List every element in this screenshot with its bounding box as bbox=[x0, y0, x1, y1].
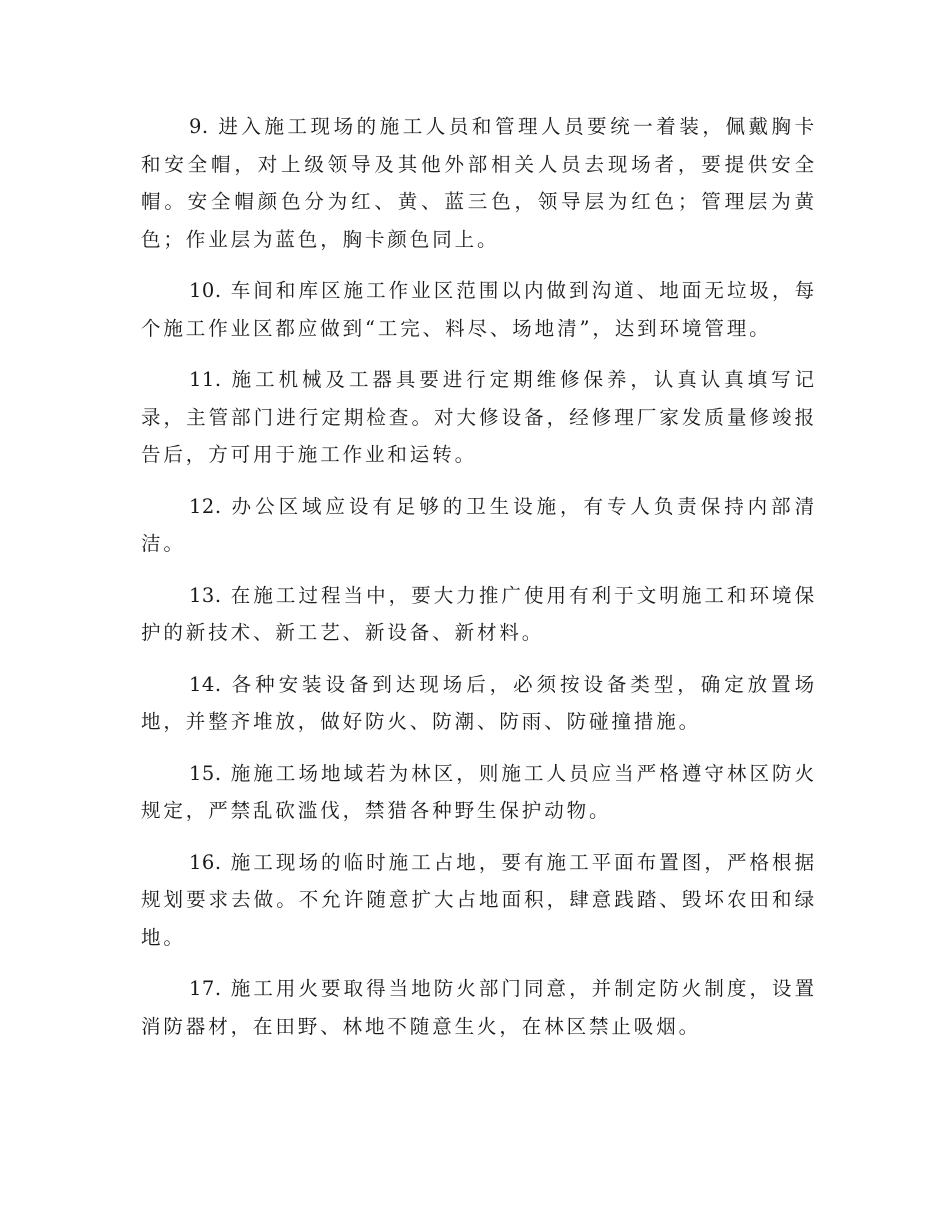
paragraph-text: 各种安装设备到达现场后，必须按设备类型，确定放置场地，并整齐堆放，做好防火、防潮、防雨、防碰撞措施。 bbox=[141, 672, 817, 733]
paragraph-number: 16. bbox=[189, 850, 222, 874]
paragraph-text: 施工机械及工器具要进行定期维修保养，认真认真填写记录，主管部门进行定期检查。对大修设备，经修理厂家发质量修竣报告后，方可用于施工作业和运转。 bbox=[141, 368, 817, 466]
paragraph-text: 办公区域应设有足够的卫生设施，有专人负责保持内部清洁。 bbox=[141, 494, 817, 555]
paragraph-text: 施施工场地域若为林区，则施工人员应当严格遵守林区防火规定，严禁乱砍滥伐，禁猎各种野生保护动物。 bbox=[141, 761, 817, 822]
paragraph-16 bbox=[141, 844, 817, 957]
paragraph-number: 13. bbox=[189, 583, 222, 607]
paragraph-text: 进入施工现场的施工人员和管理人员要统一着装，佩戴胸卡和安全帽，对上级领导及其他外部相关人员去现场者，要提供安全帽。安全帽颜色分为红、黄、蓝三色，领导层为红色；管理层为黄色；作业层为蓝色，胸卡颜色同上。 bbox=[141, 115, 817, 251]
paragraph-text: 施工用火要取得当地防火部门同意，并制定防火制度，设置消防器材，在田野、林地不随意生火，在林区禁止吸烟。 bbox=[141, 977, 817, 1038]
paragraph-10 bbox=[141, 272, 817, 347]
paragraph-number: 9. bbox=[189, 115, 209, 138]
paragraph-12 bbox=[141, 488, 817, 563]
document-body bbox=[141, 108, 817, 1059]
paragraph-number: 14. bbox=[189, 672, 222, 696]
paragraph-number: 12. bbox=[189, 494, 222, 518]
paragraph-17 bbox=[141, 970, 817, 1045]
paragraph-number: 17. bbox=[189, 977, 222, 1000]
paragraph-number: 15. bbox=[189, 761, 222, 785]
paragraph-text: 施工现场的临时施工占地，要有施工平面布置图，严格根据规划要求去做。不允许随意扩大占地面积，肆意践踏、毁坏农田和绿地。 bbox=[141, 850, 817, 949]
paragraph-15 bbox=[141, 755, 817, 830]
paragraph-14 bbox=[141, 666, 817, 741]
paragraph-text: 车间和库区施工作业区范围以内做到沟道、地面无垃圾，每个施工作业区都应做到“工完、料尽、场地清”，达到环境管理。 bbox=[141, 279, 817, 340]
paragraph-11 bbox=[141, 361, 817, 474]
paragraph-number: 11. bbox=[189, 368, 222, 391]
paragraph-text: 在施工过程当中，要大力推广使用有利于文明施工和环境保护的新技术、新工艺、新设备、新材料。 bbox=[141, 583, 817, 644]
paragraph-9 bbox=[141, 108, 817, 258]
paragraph-13 bbox=[141, 577, 817, 652]
paragraph-number: 10. bbox=[189, 279, 222, 302]
